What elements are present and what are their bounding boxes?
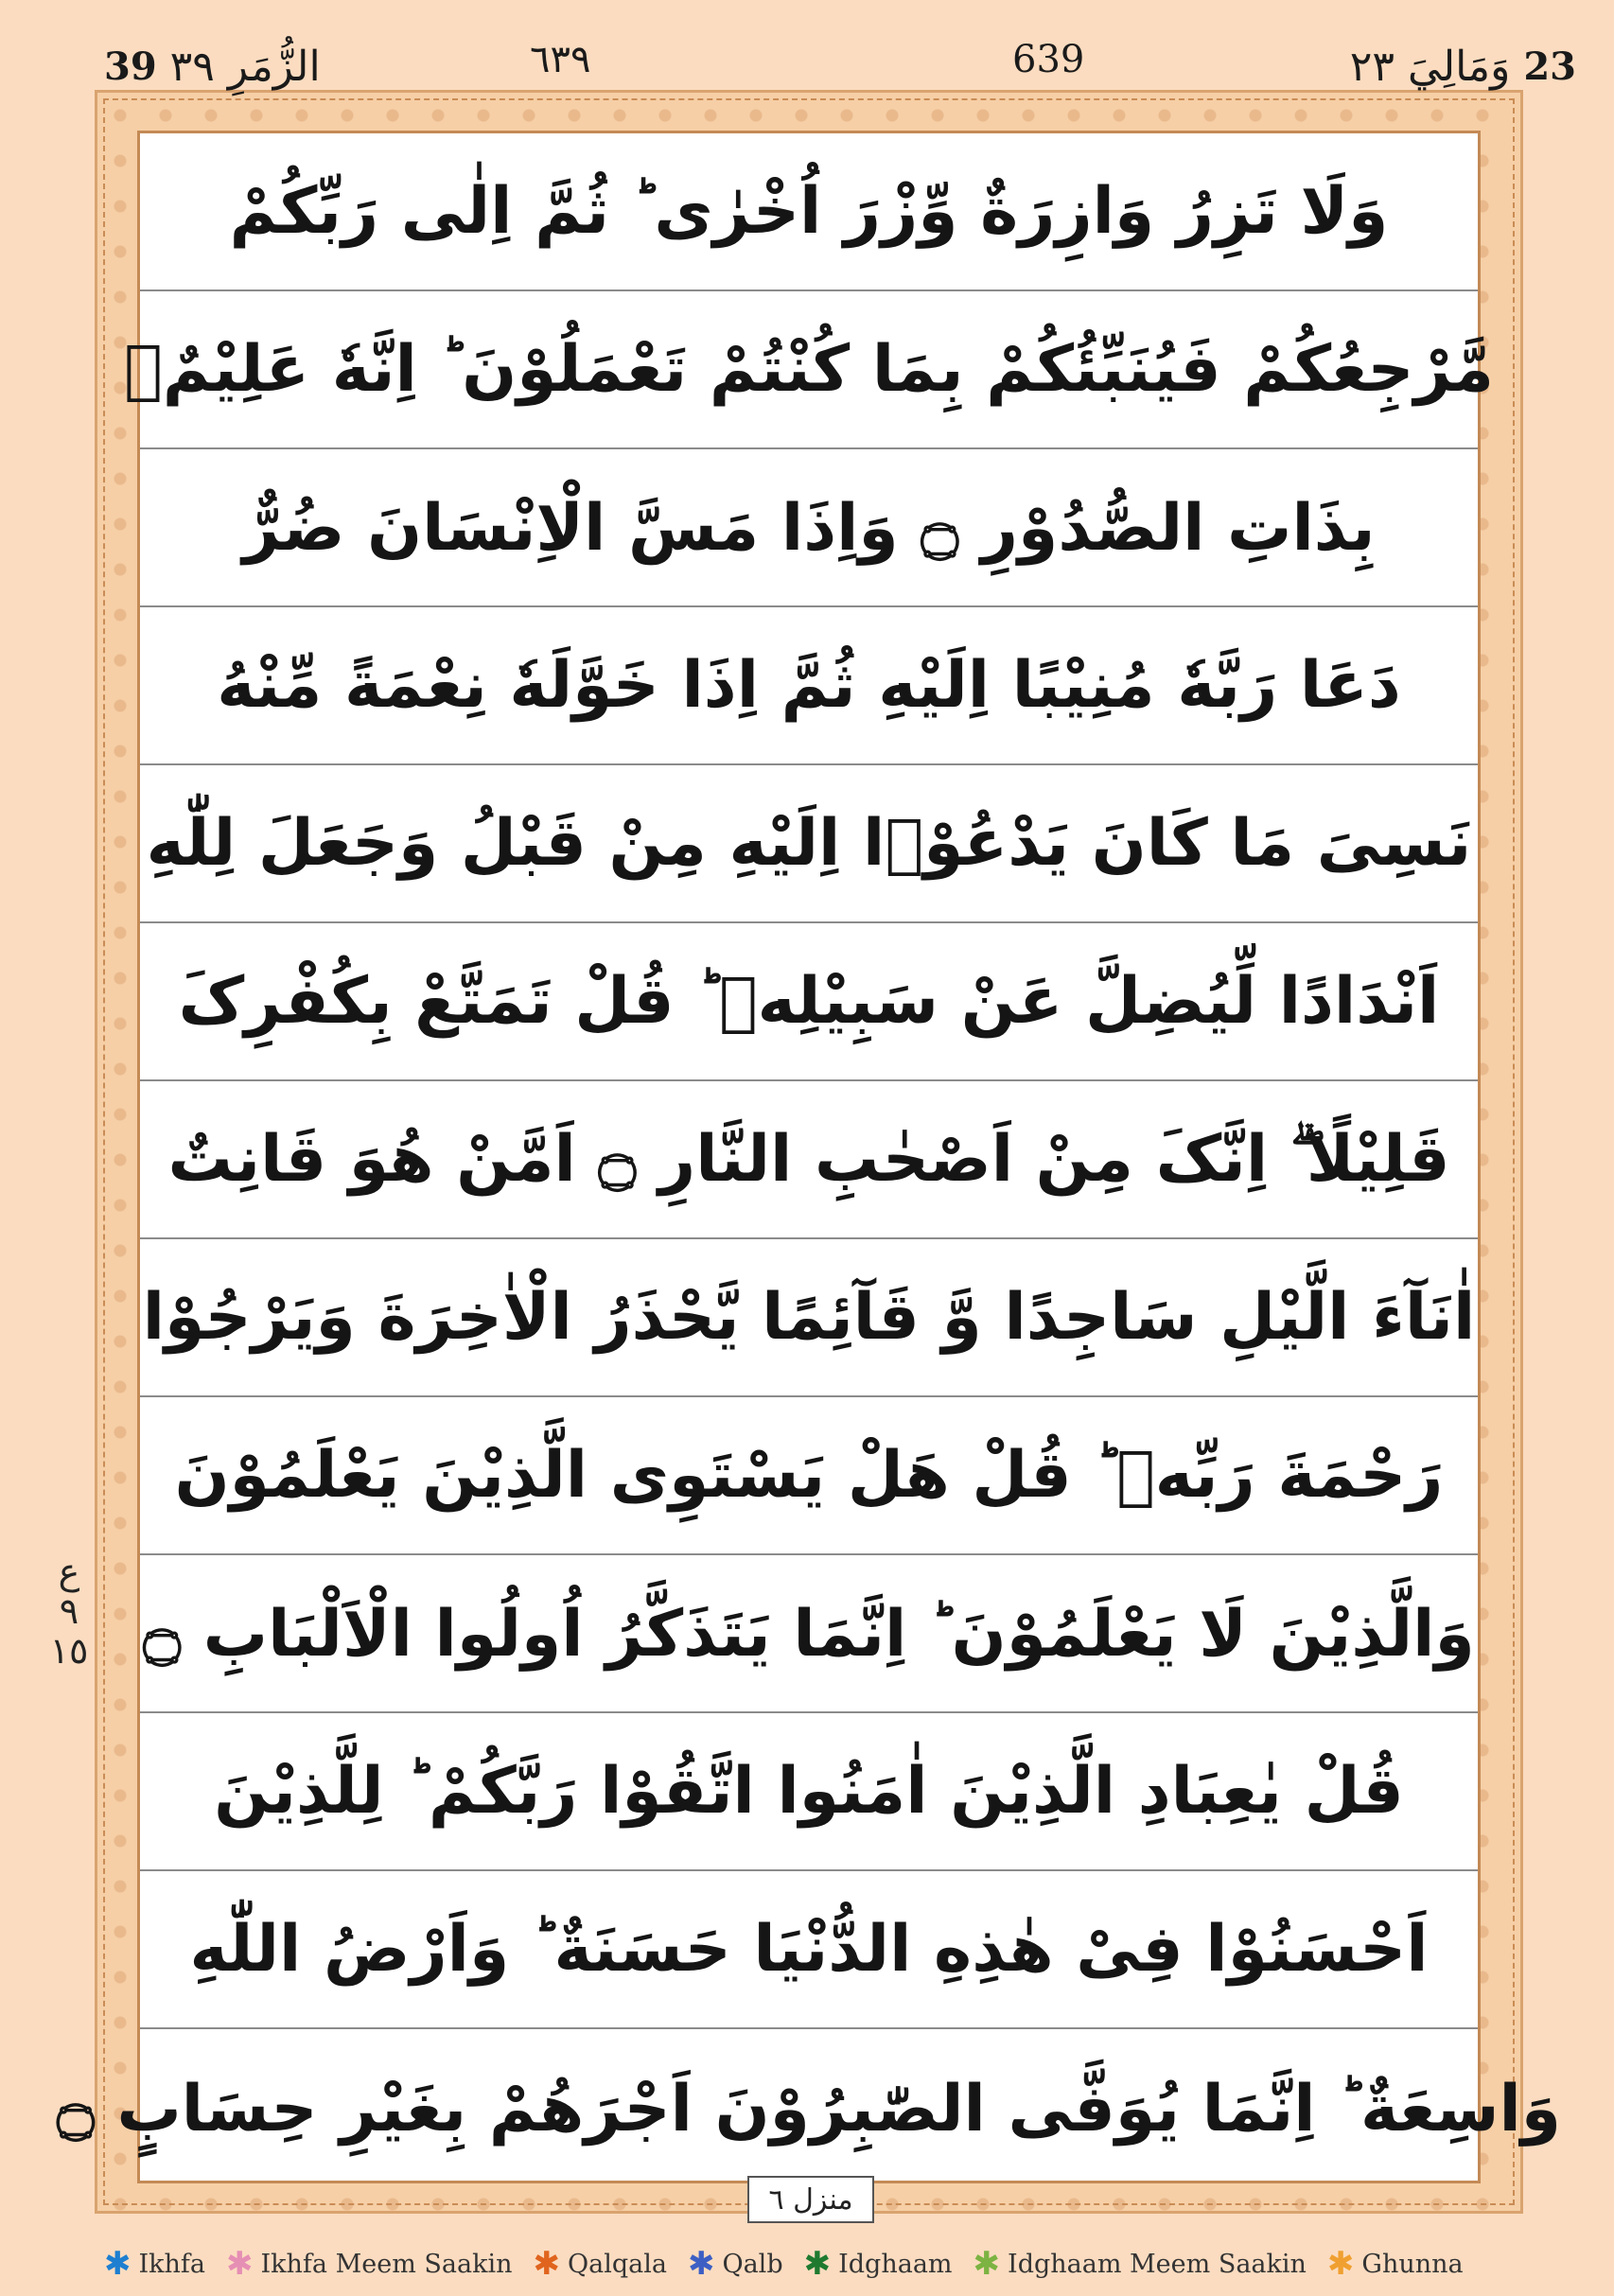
surah-number: 39 xyxy=(104,44,157,89)
verse-line: مَّرْجِعُکُمْ فَیُنَبِّئُکُمْ بِمَا کُنْتُمْ تَعْمَلُوْنَ ؕ اِنَّهٗ عَلِیْمٌۢ xyxy=(140,291,1478,449)
verse-line: وَاسِعَةٌ ؕ اِنَّمَا یُوَفَّی الصّٰبِرُوْنَ اَجْرَهُمْ بِغَیْرِ حِسَابٍ ۝ xyxy=(56,2071,1562,2147)
asterisk-icon: ✱ xyxy=(533,2245,560,2283)
surah-name: الزُّمَرِ ٣٩ xyxy=(169,42,321,91)
asterisk-icon: ✱ xyxy=(687,2245,715,2283)
legend-item xyxy=(803,2245,953,2283)
manzil-label: منزل ٦ xyxy=(747,2176,874,2223)
verse-line: دَعَا رَبَّهٗ مُنِیْبًا اِلَیْهِ ثُمَّ اِذَا خَوَّلَهٗ نِعْمَةً مِّنْهُ xyxy=(140,607,1478,765)
ruku-marker: ع ٩ ١٥ xyxy=(49,1551,89,1672)
verse-line: وَلَا تَزِرُ وَازِرَةٌ وِّزْرَ اُخْرٰی ؕ ثُمَّ اِلٰی رَبِّکُمْ xyxy=(140,133,1478,291)
legend-item xyxy=(533,2245,667,2283)
verse-line: رَحْمَةَ رَبِّهٖ ؕ قُلْ هَلْ یَسْتَوِی الَّذِیْنَ یَعْلَمُوْنَ xyxy=(140,1397,1478,1555)
legend-item xyxy=(104,2245,206,2283)
legend-label: Ikhfa Meem Saakin xyxy=(260,2249,513,2279)
verse-line: نَسِیَ مَا کَانَ یَدْعُوْۤا اِلَیْهِ مِنْ قَبْلُ وَجَعَلَ لِلّٰهِ xyxy=(140,765,1478,923)
asterisk-icon: ✱ xyxy=(1326,2245,1355,2283)
legend-label: Ikhfa xyxy=(138,2249,206,2279)
asterisk-icon: ✱ xyxy=(226,2245,254,2283)
verse-line: قُلْ یٰعِبَادِ الَّذِیْنَ اٰمَنُوا اتَّقُوْا رَبَّکُمْ ؕ لِلَّذِیْنَ xyxy=(140,1713,1478,1871)
verse-line: وَالَّذِیْنَ لَا یَعْلَمُوْنَ ؕ اِنَّمَا یَتَذَکَّرُ اُولُوا الْاَلْبَابِ ۝ xyxy=(140,1555,1478,1713)
legend-item xyxy=(1326,2245,1464,2283)
legend-label: Qalqala xyxy=(567,2249,667,2279)
legend-label: Idghaam Meem Saakin xyxy=(1008,2249,1307,2279)
page-number-arabic: ٦٣٩ xyxy=(530,38,591,81)
tajweed-legend xyxy=(104,2240,1464,2287)
verse-line: اٰنَآءَ الَّیْلِ سَاجِدًا وَّ قَآئِمًا یَّحْذَرُ الْاٰخِرَةَ وَیَرْجُوْا xyxy=(140,1239,1478,1397)
legend-item xyxy=(226,2245,513,2283)
asterisk-icon: ✱ xyxy=(973,2245,1001,2283)
juz-name: وَمَالِيَ ٢٣ xyxy=(1349,42,1511,91)
juz-header xyxy=(1350,38,1576,95)
legend-label: Ghunna xyxy=(1361,2249,1464,2279)
legend-label: Idghaam xyxy=(838,2249,953,2279)
verse-line: قَلِیْلًا ۖۗ اِنَّکَ مِنْ اَصْحٰبِ النَّارِ ۝ اَمَّنْ هُوَ قَانِتٌ xyxy=(140,1081,1478,1239)
asterisk-icon: ✱ xyxy=(104,2245,132,2283)
surah-header xyxy=(104,38,321,95)
legend-item xyxy=(687,2245,783,2283)
juz-number: 23 xyxy=(1523,44,1576,89)
page-number: 639 xyxy=(1012,38,1085,81)
verse-line: اَنْدَادًا لِّیُضِلَّ عَنْ سَبِیْلِهٖ ؕ قُلْ تَمَتَّعْ بِکُفْرِکَ xyxy=(140,923,1478,1081)
verse-line: اَحْسَنُوْا فِیْ هٰذِهِ الدُّنْیَا حَسَنَةٌ ؕ وَاَرْضُ اللّٰهِ xyxy=(140,1871,1478,2029)
verse-line: بِذَاتِ الصُّدُوْرِ ۝ وَاِذَا مَسَّ الْاِنْسَانَ ضُرٌّ xyxy=(140,449,1478,607)
legend-label: Qalb xyxy=(722,2249,783,2279)
legend-item xyxy=(973,2245,1307,2283)
asterisk-icon: ✱ xyxy=(803,2245,832,2283)
